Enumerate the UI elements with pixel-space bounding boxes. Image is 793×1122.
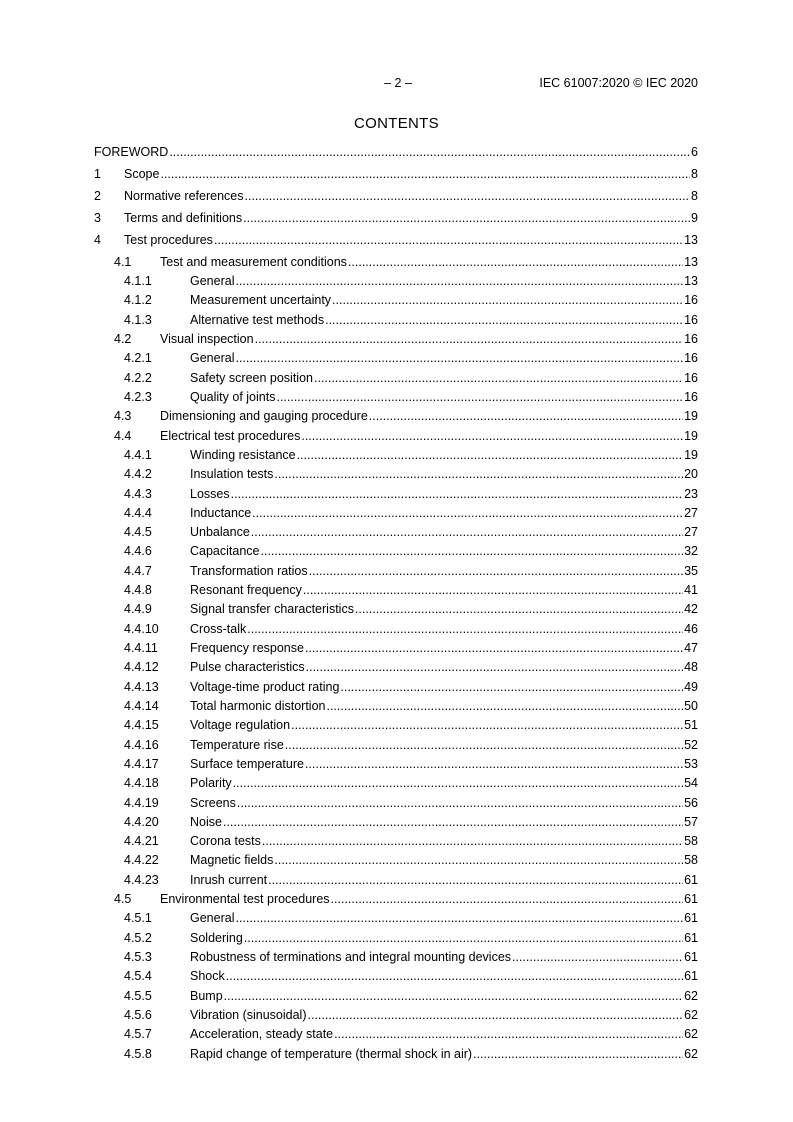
toc-entry-page: 58 [684,834,698,848]
toc-dot-leader [226,968,683,985]
toc-entry-number: 4.4.15 [124,718,159,732]
toc-entry[interactable] [94,910,698,927]
toc-dot-leader [245,188,691,205]
toc-entry-page: 23 [684,487,698,501]
toc-entry-page: 57 [684,815,698,829]
toc-entry-page: 27 [684,506,698,520]
toc-entry-number: 4.2.2 [124,371,152,385]
toc-entry[interactable] [94,188,698,205]
toc-entry-number: 4.4.18 [124,776,159,790]
toc-entry-number: 4.4.2 [124,467,152,481]
toc-dot-leader [252,505,683,522]
toc-dot-leader [314,370,683,387]
toc-entry-title: Terms and definitions [124,211,243,225]
toc-dot-leader [301,428,683,445]
toc-entry[interactable] [94,428,698,445]
toc-entry[interactable] [94,621,698,638]
toc-dot-leader [274,466,683,483]
toc-entry[interactable] [94,563,698,580]
toc-entry-page: 16 [684,293,698,307]
toc-entry-title: Pulse characteristics [190,660,305,674]
toc-entry-page: 62 [684,1027,698,1041]
toc-entry-page: 41 [684,583,698,597]
toc-entry-title: Magnetic fields [190,853,274,867]
toc-dot-leader [309,563,683,580]
toc-entry[interactable] [94,988,698,1005]
toc-entry-title: Soldering [190,931,243,945]
toc-entry-page: 61 [684,931,698,945]
toc-dot-leader [231,486,683,503]
toc-entry[interactable] [94,350,698,367]
toc-entry-title: Polarity [190,776,232,790]
toc-entry-number: 4.4.23 [124,873,159,887]
toc-entry-title: Screens [190,796,236,810]
toc-entry-number: 4.2.1 [124,351,152,365]
toc-entry[interactable] [94,640,698,657]
toc-entry-number: 4.5.7 [124,1027,152,1041]
toc-entry[interactable] [94,698,698,715]
toc-entry[interactable] [94,1026,698,1043]
toc-entry-page: 47 [684,641,698,655]
toc-entry-page: 49 [684,680,698,694]
toc-entry-page: 32 [684,544,698,558]
toc-entry-number: 4 [94,233,101,247]
toc-entry[interactable] [94,949,698,966]
toc-entry-title: Quality of joints [190,390,276,404]
toc-entry-title: Electrical test procedures [160,429,301,443]
toc-entry[interactable] [94,331,698,348]
toc-entry-title: Losses [190,487,230,501]
toc-entry-number: 4.4.16 [124,738,159,752]
toc-entry-title: General [190,351,235,365]
toc-entry-page: 27 [684,525,698,539]
toc-entry-title: Shock [190,969,225,983]
toc-dot-leader [297,447,683,464]
toc-dot-leader [224,988,683,1005]
toc-entry-number: 4.4.20 [124,815,159,829]
toc-dot-leader [160,166,690,183]
toc-dot-leader [261,543,684,560]
toc-dot-leader [308,1007,684,1024]
toc-entry-page: 16 [684,351,698,365]
toc-entry-title: Rapid change of temperature (thermal shock in air) [190,1047,473,1061]
toc-entry-title: Corona tests [190,834,261,848]
toc-entry-page: 48 [684,660,698,674]
toc-dot-leader [237,795,683,812]
toc-entry-number: 1 [94,167,101,181]
toc-entry-title: Capacitance [190,544,260,558]
toc-entry-page: 61 [684,911,698,925]
toc-entry-number: 3 [94,211,101,225]
toc-entry-page: 58 [684,853,698,867]
toc-entry-number: 4.4.13 [124,680,159,694]
toc-entry-number: 4.4.11 [124,641,158,655]
toc-entry-page: 16 [684,332,698,346]
toc-entry[interactable] [94,852,698,869]
toc-entry-page: 20 [684,467,698,481]
toc-entry-number: 4.5.5 [124,989,152,1003]
toc-entry[interactable] [94,814,698,831]
toc-entry-number: 4.5.3 [124,950,152,964]
toc-entry-number: 4.4.3 [124,487,152,501]
toc-entry-number: 4.3 [114,409,132,423]
toc-dot-leader [233,775,683,792]
toc-entry-page: 6 [691,145,698,159]
toc-entry-title: Transformation ratios [190,564,308,578]
toc-entry-title: Voltage-time product rating [190,680,340,694]
toc-entry-title: General [190,911,235,925]
toc-entry-number: 4.1.3 [124,313,152,327]
toc-entry-page: 19 [684,409,698,423]
toc-entry[interactable] [94,292,698,309]
toc-dot-leader [303,582,683,599]
toc-entry-title: Environmental test procedures [160,892,330,906]
toc-entry-number: 4.4.6 [124,544,152,558]
toc-entry-title: Alternative test methods [190,313,325,327]
toc-entry-title: Temperature rise [190,738,284,752]
toc-entry-page: 62 [684,1047,698,1061]
toc-entry[interactable] [94,408,698,425]
toc-entry-page: 19 [684,429,698,443]
toc-dot-leader [262,833,683,850]
toc-entry-number: 4.4 [114,429,132,443]
toc-entry[interactable] [94,659,698,676]
toc-entry[interactable] [94,144,698,161]
toc-entry-page: 8 [691,189,698,203]
toc-entry-number: 4.4.22 [124,853,159,867]
toc-entry-page: 19 [684,448,698,462]
toc-entry-page: 56 [684,796,698,810]
toc-entry[interactable] [94,505,698,522]
toc-entry-title: Visual inspection [160,332,254,346]
toc-entry-title: Inductance [190,506,252,520]
toc-entry[interactable] [94,486,698,503]
toc-dot-leader [169,144,690,161]
toc-entry-title: Total harmonic distortion [190,699,326,713]
toc-entry-number: 4.5.2 [124,931,152,945]
toc-entry[interactable] [94,466,698,483]
toc-entry-page: 52 [684,738,698,752]
page-title: CONTENTS [354,115,439,132]
toc-entry-title: Normative references [124,189,244,203]
toc-entry-title: Measurement uncertainty [190,293,332,307]
toc-entry-number: 4.5 [114,892,132,906]
toc-entry-number: 4.4.4 [124,506,152,520]
toc-entry[interactable] [94,679,698,696]
toc-entry-page: 50 [684,699,698,713]
toc-entry[interactable] [94,166,698,183]
toc-entry-title: Bump [190,989,223,1003]
toc-entry-number: 4.4.7 [124,564,152,578]
toc-entry-title: Test procedures [124,233,213,247]
toc-dot-leader [243,210,690,227]
toc-entry-number: 4.5.8 [124,1047,152,1061]
toc-entry[interactable] [94,447,698,464]
toc-entry-title: Dimensioning and gauging procedure [160,409,368,423]
toc-entry[interactable] [94,582,698,599]
toc-entry[interactable] [94,389,698,406]
toc-entry-number: 4.4.19 [124,796,159,810]
toc-entry-title: Vibration (sinusoidal) [190,1008,307,1022]
toc-entry-number: 4.1.1 [124,274,152,288]
toc-entry-number: 4.5.4 [124,969,152,983]
toc-entry[interactable] [94,232,698,249]
toc-entry-title: Signal transfer characteristics [190,602,354,616]
toc-entry[interactable] [94,601,698,618]
toc-entry-number: 4.1.2 [124,293,152,307]
toc-entry-title: Noise [190,815,222,829]
toc-entry-number: 4.4.8 [124,583,152,597]
toc-entry-page: 53 [684,757,698,771]
toc-entry[interactable] [94,1046,698,1063]
toc-entry-title: Test and measurement conditions [160,255,347,269]
toc-entry-title: Acceleration, steady state [190,1027,334,1041]
toc-entry-title: Resonant frequency [190,583,302,597]
toc-entry[interactable] [94,891,698,908]
toc-dot-leader [223,814,683,831]
toc-dot-leader [285,737,683,754]
toc-entry-title: Frequency response [190,641,304,655]
toc-entry-number: 4.2 [114,332,132,346]
toc-entry[interactable] [94,717,698,734]
toc-entry[interactable] [94,254,698,271]
page-number: – 2 – [384,76,412,90]
toc-entry-title: Insulation tests [190,467,274,481]
toc-entry-title: Robustness of terminations and integral mounting devices [190,950,512,964]
toc-entry-page: 16 [684,390,698,404]
toc-entry-page: 61 [684,873,698,887]
toc-entry-number: 4.4.5 [124,525,152,539]
toc-entry-number: 4.4.9 [124,602,152,616]
toc-dot-leader [251,524,683,541]
toc-entry-number: 4.4.14 [124,699,159,713]
toc-entry-title: FOREWORD [94,145,169,159]
toc-entry-title: Cross-talk [190,622,247,636]
toc-entry-page: 35 [684,564,698,578]
toc-entry[interactable] [94,930,698,947]
toc-entry-page: 13 [684,255,698,269]
toc-dot-leader [332,292,683,309]
toc-dot-leader [305,756,683,773]
toc-entry-page: 8 [691,167,698,181]
toc-entry-title: Voltage regulation [190,718,291,732]
toc-entry-page: 51 [684,718,698,732]
toc-entry-number: 4.4.1 [124,448,152,462]
toc-dot-leader [247,621,683,638]
toc-entry[interactable] [94,872,698,889]
toc-entry-number: 4.4.12 [124,660,159,674]
toc-entry-page: 62 [684,1008,698,1022]
toc-entry-page: 46 [684,622,698,636]
toc-dot-leader [306,659,683,676]
toc-dot-leader [255,331,684,348]
toc-entry-page: 54 [684,776,698,790]
toc-entry[interactable] [94,833,698,850]
toc-dot-leader [369,408,683,425]
toc-dot-leader [268,872,683,889]
toc-entry[interactable] [94,737,698,754]
toc-entry-number: 4.5.6 [124,1008,152,1022]
toc-dot-leader [291,717,683,734]
toc-entry-number: 2 [94,189,101,203]
toc-dot-leader [274,852,683,869]
toc-dot-leader [355,601,683,618]
toc-entry-page: 13 [684,274,698,288]
toc-entry[interactable] [94,1007,698,1024]
toc-dot-leader [348,254,683,271]
toc-entry-number: 4.4.17 [124,757,159,771]
toc-entry[interactable] [94,795,698,812]
toc-dot-leader [340,679,683,696]
toc-entry-page: 61 [684,950,698,964]
toc-entry-page: 13 [684,233,698,247]
toc-dot-leader [512,949,683,966]
toc-entry-title: Unbalance [190,525,250,539]
toc-entry[interactable] [94,312,698,329]
toc-entry-number: 4.5.1 [124,911,152,925]
toc-entry[interactable] [94,968,698,985]
toc-dot-leader [326,698,683,715]
toc-entry-number: 4.4.21 [124,834,159,848]
standard-reference: IEC 61007:2020 © IEC 2020 [539,76,698,90]
toc-entry[interactable] [94,273,698,290]
toc-dot-leader [244,930,683,947]
toc-entry-page: 9 [691,211,698,225]
toc-entry[interactable] [94,210,698,227]
toc-dot-leader [235,350,683,367]
toc-entry-page: 61 [684,892,698,906]
toc-entry-page: 42 [684,602,698,616]
toc-dot-leader [334,1026,683,1043]
toc-entry-title: Safety screen position [190,371,313,385]
toc-entry-page: 16 [684,371,698,385]
toc-entry-number: 4.2.3 [124,390,152,404]
toc-entry-page: 16 [684,313,698,327]
toc-entry[interactable] [94,775,698,792]
toc-entry-number: 4.1 [114,255,132,269]
toc-dot-leader [473,1046,683,1063]
toc-entry-title: Scope [124,167,160,181]
toc-dot-leader [305,640,683,657]
toc-dot-leader [235,273,683,290]
toc-entry-title: Surface temperature [190,757,304,771]
toc-entry-page: 62 [684,989,698,1003]
toc-entry-title: Inrush current [190,873,268,887]
toc-entry-number: 4.4.10 [124,622,159,636]
toc-dot-leader [214,232,683,249]
toc-entry[interactable] [94,543,698,560]
toc-entry[interactable] [94,756,698,773]
toc-entry[interactable] [94,370,698,387]
toc-dot-leader [235,910,683,927]
toc-dot-leader [325,312,683,329]
toc-entry-page: 61 [684,969,698,983]
toc-entry-title: Winding resistance [190,448,296,462]
toc-entry[interactable] [94,524,698,541]
toc-dot-leader [331,891,684,908]
toc-entry-title: General [190,274,235,288]
toc-dot-leader [276,389,683,406]
